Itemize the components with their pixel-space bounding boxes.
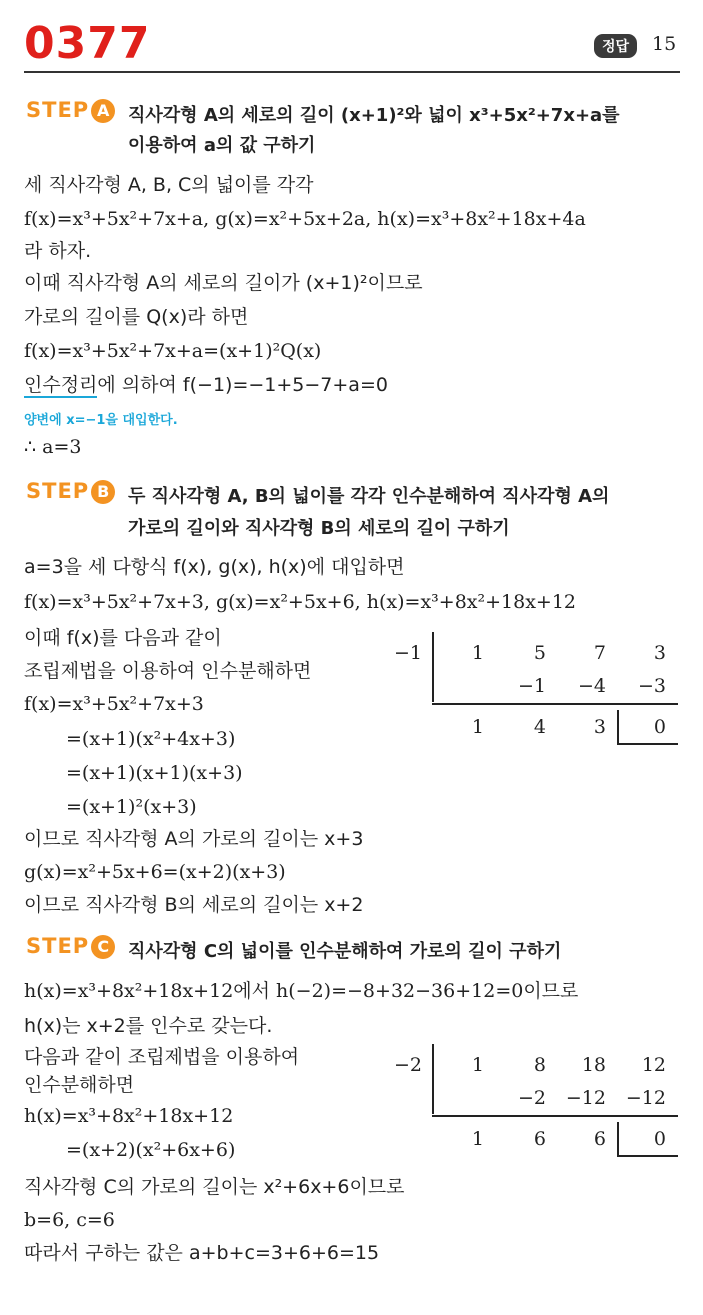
synth-b-r2c1: −1 — [517, 675, 546, 697]
theorem-word: 인수정리 — [24, 374, 98, 396]
step-c-word: STEP — [26, 934, 90, 958]
step-a-line-5: f(x)=x³+5x²+7x+a=(x+1)²Q(x) — [24, 340, 322, 362]
synth-c-remainder-v — [617, 1122, 619, 1156]
synth-b-r2c2: −4 — [577, 675, 606, 697]
synth-c-r3c2: 6 — [593, 1128, 606, 1150]
synth-c-remainder: 0 — [653, 1128, 666, 1150]
synth-c-divider-h — [432, 1115, 678, 1117]
step-a-title-2: 이용하여 a의 값 구하기 — [128, 135, 316, 156]
synth-b-r1c0: 1 — [471, 642, 484, 664]
step-c-line-5: =(x+2)(x²+6x+6) — [66, 1139, 236, 1161]
step-a-line-2: 라 하자. — [24, 240, 92, 262]
step-c-line-2: 다음과 같이 조립제법을 이용하여 — [24, 1046, 300, 1068]
answer-badge: 정답 — [594, 34, 637, 58]
step-c-line-4: h(x)=x³+8x²+18x+12 — [24, 1105, 234, 1127]
step-c-line-8: 따라서 구하는 값은 a+b+c=3+6+6=15 — [24, 1242, 380, 1264]
answer-value: 15 — [652, 33, 677, 55]
step-a-hint: 양변에 x=−1을 대입한다. — [24, 413, 178, 428]
step-b-line-2: 이때 f(x)를 다음과 같이 — [24, 627, 222, 649]
step-a-line-4: 가로의 길이를 Q(x)라 하면 — [24, 306, 249, 328]
synth-c-r1c0: 1 — [471, 1054, 484, 1076]
step-c-label — [26, 934, 115, 959]
step-b-title-2: 가로의 길이와 직사각형 B의 세로의 길이 구하기 — [128, 518, 510, 539]
synth-b-divider-h — [432, 703, 678, 705]
step-a-line-1: f(x)=x³+5x²+7x+a, g(x)=x²+5x+2a, h(x)=x³+8x²+18x+4a — [24, 208, 586, 230]
synth-c-r2c2: −12 — [565, 1087, 606, 1109]
synth-b-divider-v — [432, 632, 434, 702]
synth-c-r3c1: 6 — [533, 1128, 546, 1150]
step-b-circle: B — [91, 480, 115, 504]
step-b-line-9: g(x)=x²+5x+6=(x+2)(x+3) — [24, 861, 286, 883]
step-c-title-1: 직사각형 C의 넓이를 인수분해하여 가로의 길이 구하기 — [128, 941, 562, 962]
step-b-line-1: f(x)=x³+5x²+7x+3, g(x)=x²+5x+6, h(x)=x³+8x²+18x+12 — [24, 591, 577, 613]
theorem-rest: 에 의하여 f(−1)=−1+5−7+a=0 — [97, 374, 388, 396]
problem-number: 0377 — [24, 18, 151, 69]
synth-c-r1c1: 8 — [533, 1054, 546, 1076]
step-a-theorem-line — [24, 372, 388, 398]
synth-b-remainder-v — [617, 710, 619, 744]
synth-c-remainder-h — [617, 1155, 678, 1157]
step-b-line-10: 이므로 직사각형 B의 세로의 길이는 x+2 — [24, 894, 364, 916]
step-c-line-0: h(x)=x³+8x²+18x+12에서 h(−2)=−8+32−36+12=0이므로 — [24, 980, 579, 1002]
step-c-line-7: b=6, c=6 — [24, 1209, 115, 1231]
step-b-word: STEP — [26, 479, 90, 503]
step-b-title-1: 두 직사각형 A, B의 넓이를 각각 인수분해하여 직사각형 A의 — [128, 486, 610, 507]
synth-b-remainder-h — [617, 743, 678, 745]
synth-b-r3c1: 4 — [533, 716, 546, 738]
step-b-line-8: 이므로 직사각형 A의 가로의 길이는 x+3 — [24, 828, 364, 850]
synth-b-r1c1: 5 — [533, 642, 546, 664]
synth-b-r3c0: 1 — [471, 716, 484, 738]
step-a-word: STEP — [26, 98, 90, 122]
step-c-line-6: 직사각형 C의 가로의 길이는 x²+6x+6이므로 — [24, 1176, 405, 1198]
synth-c-r2c3: −12 — [625, 1087, 666, 1109]
synth-c-r1c3: 12 — [641, 1054, 666, 1076]
step-c-line-1: h(x)는 x+2를 인수로 갖는다. — [24, 1015, 273, 1037]
synth-b-r3c2: 3 — [593, 716, 606, 738]
step-b-line-4: f(x)=x³+5x²+7x+3 — [24, 693, 204, 715]
step-b-line-6: =(x+1)(x+1)(x+3) — [66, 762, 243, 784]
synth-c-r1c2: 18 — [581, 1054, 606, 1076]
step-b-line-0: a=3을 세 다항식 f(x), g(x), h(x)에 대입하면 — [24, 556, 405, 578]
step-a-label — [26, 98, 115, 123]
synth-b-r2c3: −3 — [637, 675, 666, 697]
step-b-line-5: =(x+1)(x²+4x+3) — [66, 728, 236, 750]
synth-b-remainder: 0 — [653, 716, 666, 738]
step-c-circle: C — [91, 935, 115, 959]
synth-c-divider-v — [432, 1044, 434, 1114]
step-c-line-3: 인수분해하면 — [24, 1074, 135, 1096]
step-a-title-1: 직사각형 A의 세로의 길이 (x+1)²와 넓이 x³+5x²+7x+a를 — [128, 105, 620, 126]
step-a-conclusion: ∴ a=3 — [24, 436, 82, 458]
synth-c-r3c0: 1 — [471, 1128, 484, 1150]
synth-b-r1c2: 7 — [593, 642, 606, 664]
synth-b-root: −1 — [393, 642, 422, 664]
step-b-line-3: 조립제법을 이용하여 인수분해하면 — [24, 660, 312, 682]
step-a-line-0: 세 직사각형 A, B, C의 넓이를 각각 — [24, 174, 314, 196]
synth-b-r1c3: 3 — [653, 642, 666, 664]
step-a-circle: A — [91, 99, 115, 123]
step-a-line-3: 이때 직사각형 A의 세로의 길이가 (x+1)²이므로 — [24, 272, 423, 294]
header-rule — [24, 71, 680, 73]
step-b-label — [26, 479, 115, 504]
synth-c-root: −2 — [393, 1054, 422, 1076]
step-b-line-7: =(x+1)²(x+3) — [66, 796, 197, 818]
synth-c-r2c1: −2 — [517, 1087, 546, 1109]
